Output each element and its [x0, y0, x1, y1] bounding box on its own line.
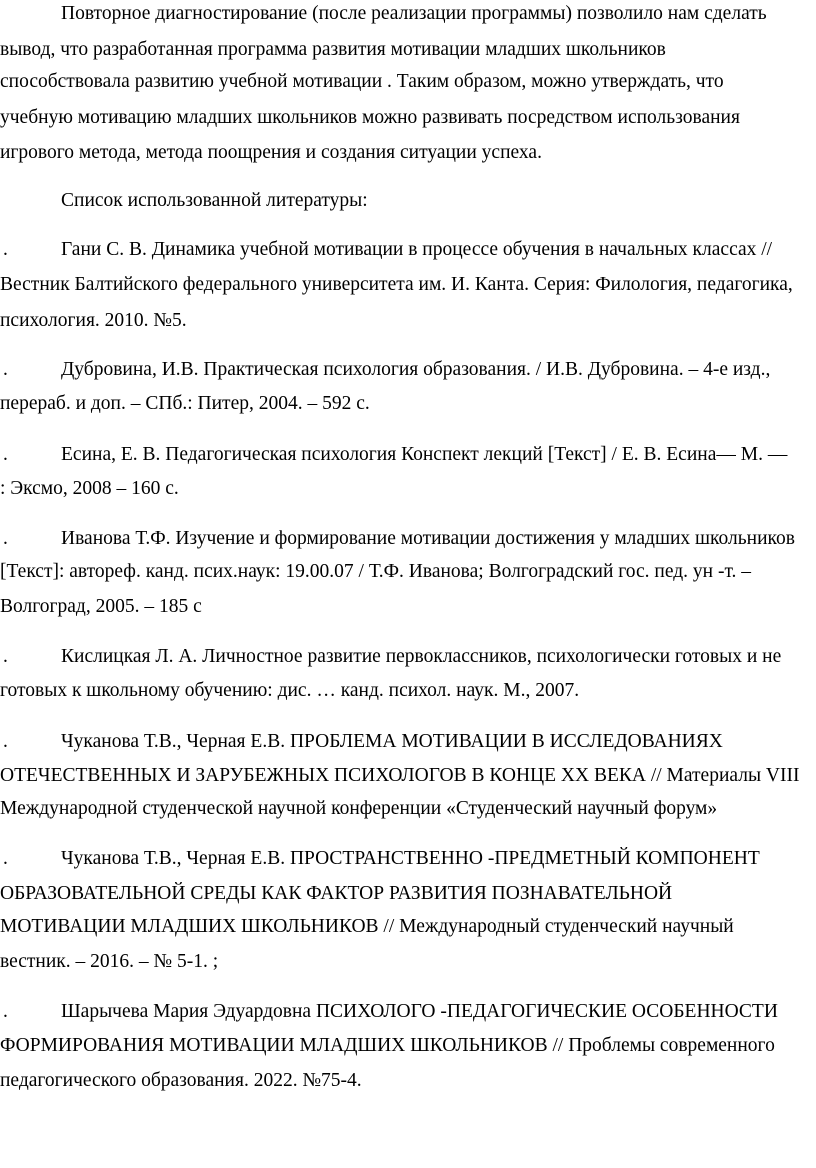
reference-line: ФОРМИРОВАНИЯ МОТИВАЦИИ МЛАДШИХ ШКОЛЬНИКОВ // Проблемы современного: [0, 1035, 775, 1056]
reference-line: Шарычева Мария Эдуардовна ПСИХОЛОГО -ПЕДАГОГИЧЕСКИЕ ОСОБЕННОСТИ: [61, 1001, 778, 1022]
reference-line: Чуканова Т.В., Черная Е.В. ПРОСТРАНСТВЕННО -ПРЕДМЕТНЫЙ КОМПОНЕНТ: [61, 848, 760, 869]
reference-line: психология. 2010. №5.: [0, 310, 187, 331]
reference-line: вестник. – 2016. – № 5-1. ;: [0, 951, 219, 972]
reference-line: Кислицкая Л. А. Личностное развитие первоклассников, психологически готовых и не: [61, 646, 782, 667]
reference-line: ОТЕЧЕСТВЕННЫХ И ЗАРУБЕЖНЫХ ПСИХОЛОГОВ В КОНЦЕ XX ВЕКА // Материалы VIII: [0, 765, 800, 786]
list-marker: .: [3, 848, 8, 869]
reference-line: Иванова Т.Ф. Изучение и формирование мотивации достижения у младших школьников: [61, 528, 795, 549]
reference-line: Чуканова Т.В., Черная Е.В. ПРОБЛЕМА МОТИВАЦИИ В ИССЛЕДОВАНИЯХ: [61, 731, 723, 752]
reference-line: готовых к школьному обучению: дис. … канд. психол. наук. М., 2007.: [0, 680, 580, 701]
intro-line: способствовала развитию учебной мотивации . Таким образом, можно утверждать, что: [0, 71, 724, 92]
reference-line: Дубровина, И.В. Практическая психология образования. / И.В. Дубровина. – 4-е изд.,: [61, 359, 771, 380]
reference-line: ОБРАЗОВАТЕЛЬНОЙ СРЕДЫ КАК ФАКТОР РАЗВИТИЯ ПОЗНАВАТЕЛЬНОЙ: [0, 883, 673, 904]
reference-line: Гани С. В. Динамика учебной мотивации в процессе обучения в начальных классах //: [61, 239, 773, 260]
reference-line: Волгоград, 2005. – 185 с: [0, 596, 202, 617]
list-marker: .: [3, 239, 8, 260]
references-heading: Список использованной литературы:: [61, 190, 368, 211]
reference-line: МОТИВАЦИИ МЛАДШИХ ШКОЛЬНИКОВ // Международный студенческий научный: [0, 916, 734, 937]
reference-line: перераб. и доп. – СПб.: Питер, 2004. – 592 с.: [0, 393, 370, 414]
list-marker: .: [3, 528, 8, 549]
list-marker: .: [3, 444, 8, 465]
reference-line: педагогического образования. 2022. №75-4.: [0, 1070, 362, 1091]
list-marker: .: [3, 646, 8, 667]
reference-line: Вестник Балтийского федерального университета им. И. Канта. Серия: Филология, педагогика,: [0, 274, 793, 295]
list-marker: .: [3, 359, 8, 380]
list-marker: .: [3, 731, 8, 752]
reference-line: : Эксмо, 2008 – 160 с.: [0, 478, 179, 499]
reference-line: Есина, Е. В. Педагогическая психология Конспект лекций [Текст] / Е. В. Есина— М. —: [61, 444, 788, 465]
intro-line: вывод, что разработанная программа развития мотивации младших школьников: [0, 39, 666, 60]
list-marker: .: [3, 1001, 8, 1022]
intro-line: учебную мотивацию младших школьников можно развивать посредством использования: [0, 107, 740, 128]
intro-line: Повторное диагностирование (после реализации программы) позволило нам сделать: [61, 3, 767, 24]
reference-line: [Текст]: автореф. канд. псих.наук: 19.00.07 / Т.Ф. Иванова; Волгоградский гос. пед. ун -т. –: [0, 561, 752, 582]
reference-line: Международной студенческой научной конференции «Студенческий научный форум»: [0, 798, 718, 819]
intro-line: игрового метода, метода поощрения и создания ситуации успеха.: [0, 142, 542, 163]
